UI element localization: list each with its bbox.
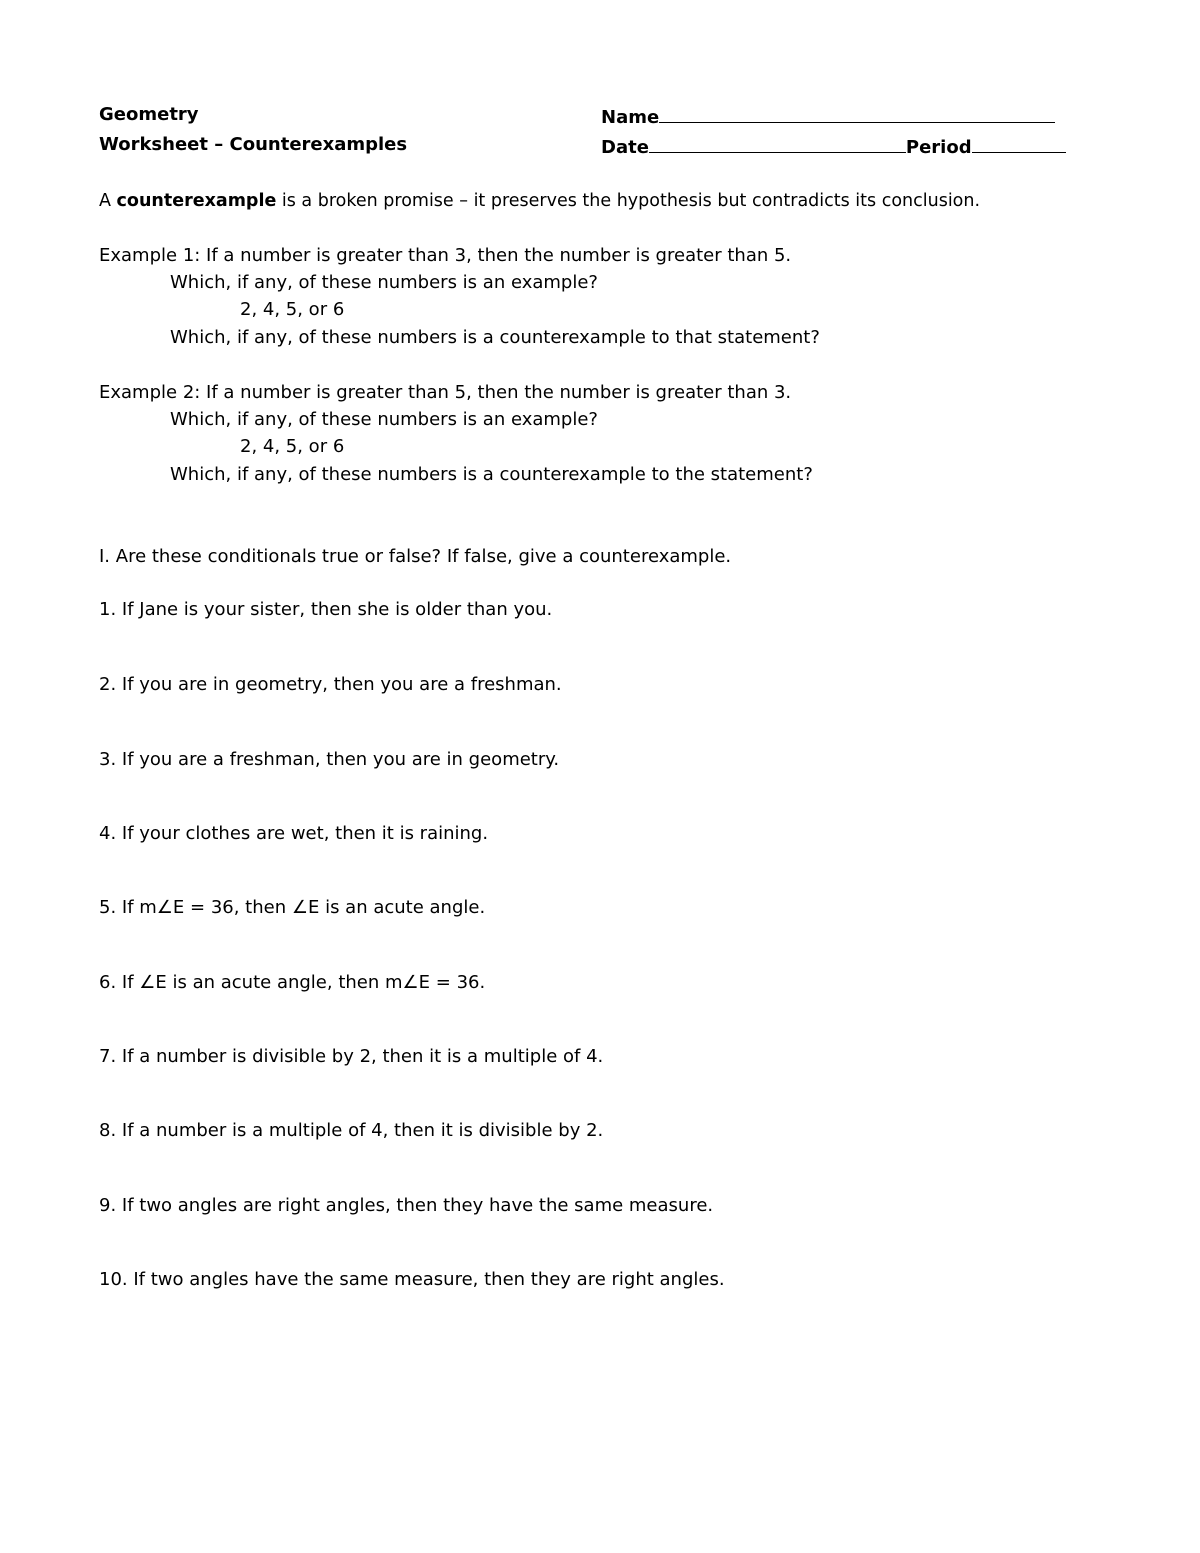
example-1-choices: 2, 4, 5, or 6 [240,299,345,320]
period-blank [972,134,1066,153]
question-item: 1. If Jane is your sister, then she is older than you. [99,599,553,620]
name-blank [659,104,1055,123]
example-1-question-counter: Which, if any, of these numbers is a counterexample to that statement? [170,327,820,348]
example-2-question-example: Which, if any, of these numbers is an example? [170,409,598,430]
date-period-field [601,134,1066,159]
question-item: 6. If ∠E is an acute angle, then m∠E = 36. [99,972,486,993]
name-label: Name [601,107,660,128]
definition-term: counterexample [116,191,277,211]
example-2-question-counter: Which, if any, of these numbers is a counterexample to the statement? [170,464,813,485]
definition-text [99,190,980,212]
date-label: Date [601,137,649,158]
course-title: Geometry [99,104,199,125]
question-item: 3. If you are a freshman, then you are in geometry. [99,749,560,770]
example-1-question-example: Which, if any, of these numbers is an example? [170,272,598,293]
name-field [601,104,1055,129]
example-2-choices: 2, 4, 5, or 6 [240,436,345,457]
date-blank [649,134,906,153]
example-2-statement: Example 2: If a number is greater than 5, then the number is greater than 3. [99,382,792,403]
question-item: 8. If a number is a multiple of 4, then it is divisible by 2. [99,1120,604,1141]
question-item: 9. If two angles are right angles, then they have the same measure. [99,1195,714,1216]
question-item: 5. If m∠E = 36, then ∠E is an acute angle. [99,897,486,918]
section-heading: I. Are these conditionals true or false? If false, give a counterexample. [99,546,732,567]
period-label: Period [905,137,972,158]
example-1-statement: Example 1: If a number is greater than 3, then the number is greater than 5. [99,245,792,266]
worksheet-title: Worksheet – Counterexamples [99,134,408,155]
definition-rest: is a broken promise – it preserves the hypothesis but contradicts its conclusion. [276,191,981,211]
question-item: 2. If you are in geometry, then you are a freshman. [99,674,562,695]
question-item: 10. If two angles have the same measure, then they are right angles. [99,1269,725,1290]
definition-prefix: A [99,191,117,211]
question-item: 7. If a number is divisible by 2, then it is a multiple of 4. [99,1046,604,1067]
question-item: 4. If your clothes are wet, then it is raining. [99,823,489,844]
